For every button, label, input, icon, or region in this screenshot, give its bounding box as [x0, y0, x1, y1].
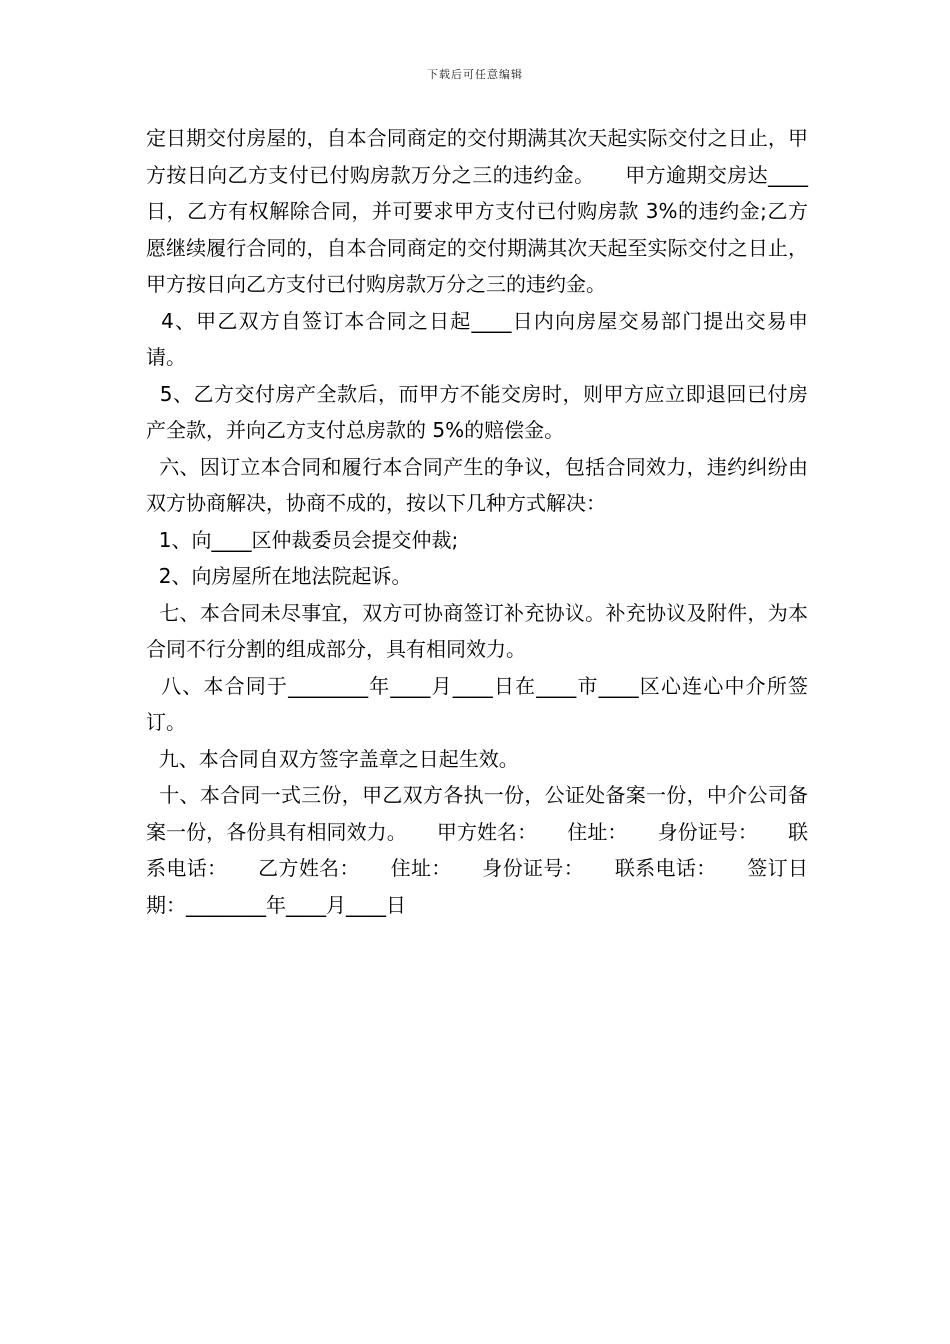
paragraph-clause-10-signatures: 十、本合同一式三份，甲乙双方各执一份，公证处备案一份，中介公司备案一份，各份具有相同效力。 甲方姓名： 住址： 身份证号： 联系电话： 乙方姓名： 住址： 身份证号： 联系电话： 签订日期：________年____月____日: [146, 783, 808, 917]
paragraph-clause-4: 4、甲乙双方自签订本合同之日起____日内向房屋交易部门提出交易申请。: [146, 308, 808, 369]
paragraph-clause-6: 六、因订立本合同和履行本合同产生的争议，包括合同效力，违约纠纷由双方协商解决，协商不成的，按以下几种方式解决：: [146, 454, 808, 515]
header-note: 下载后可任意编辑: [427, 68, 523, 81]
paragraph-delivery-penalty: 定日期交付房屋的，自本合同商定的交付期满其次天起实际交付之日止，甲方按日向乙方支付已付购房款万分之三的违约金。 甲方逾期交房达____日，乙方有权解除合同，并可要求甲方支付已付购房款 3%的违约金;乙方愿继续履行合同的，自本合同商定的交付期满其次天起至实际交付之日止，甲方按日向乙方支付已付购房款万分之三的违约金。: [146, 126, 808, 296]
paragraph-clause-7: 七、本合同未尽事宜，双方可协商签订补充协议。补充协议及附件，为本合同不行分割的组成部分，具有相同效力。: [146, 600, 808, 661]
paragraph-clause-5: 5、乙方交付房产全款后，而甲方不能交房时，则甲方应立即退回已付房产全款，并向乙方支付总房款的 5%的赔偿金。: [146, 381, 808, 442]
paragraph-clause-8: 八、本合同于________年____月____日在____市____区心连心中介所签订。: [146, 673, 809, 734]
paragraph-clause-9: 九、本合同自双方签字盖章之日起生效。: [146, 746, 519, 771]
paragraph-clause-6-item-1: 1、向____区仲裁委员会提交仲裁;: [146, 527, 459, 552]
document-body: [146, 120, 808, 923]
paragraph-clause-6-item-2: 2、向房屋所在地法院起诉。: [146, 564, 412, 588]
